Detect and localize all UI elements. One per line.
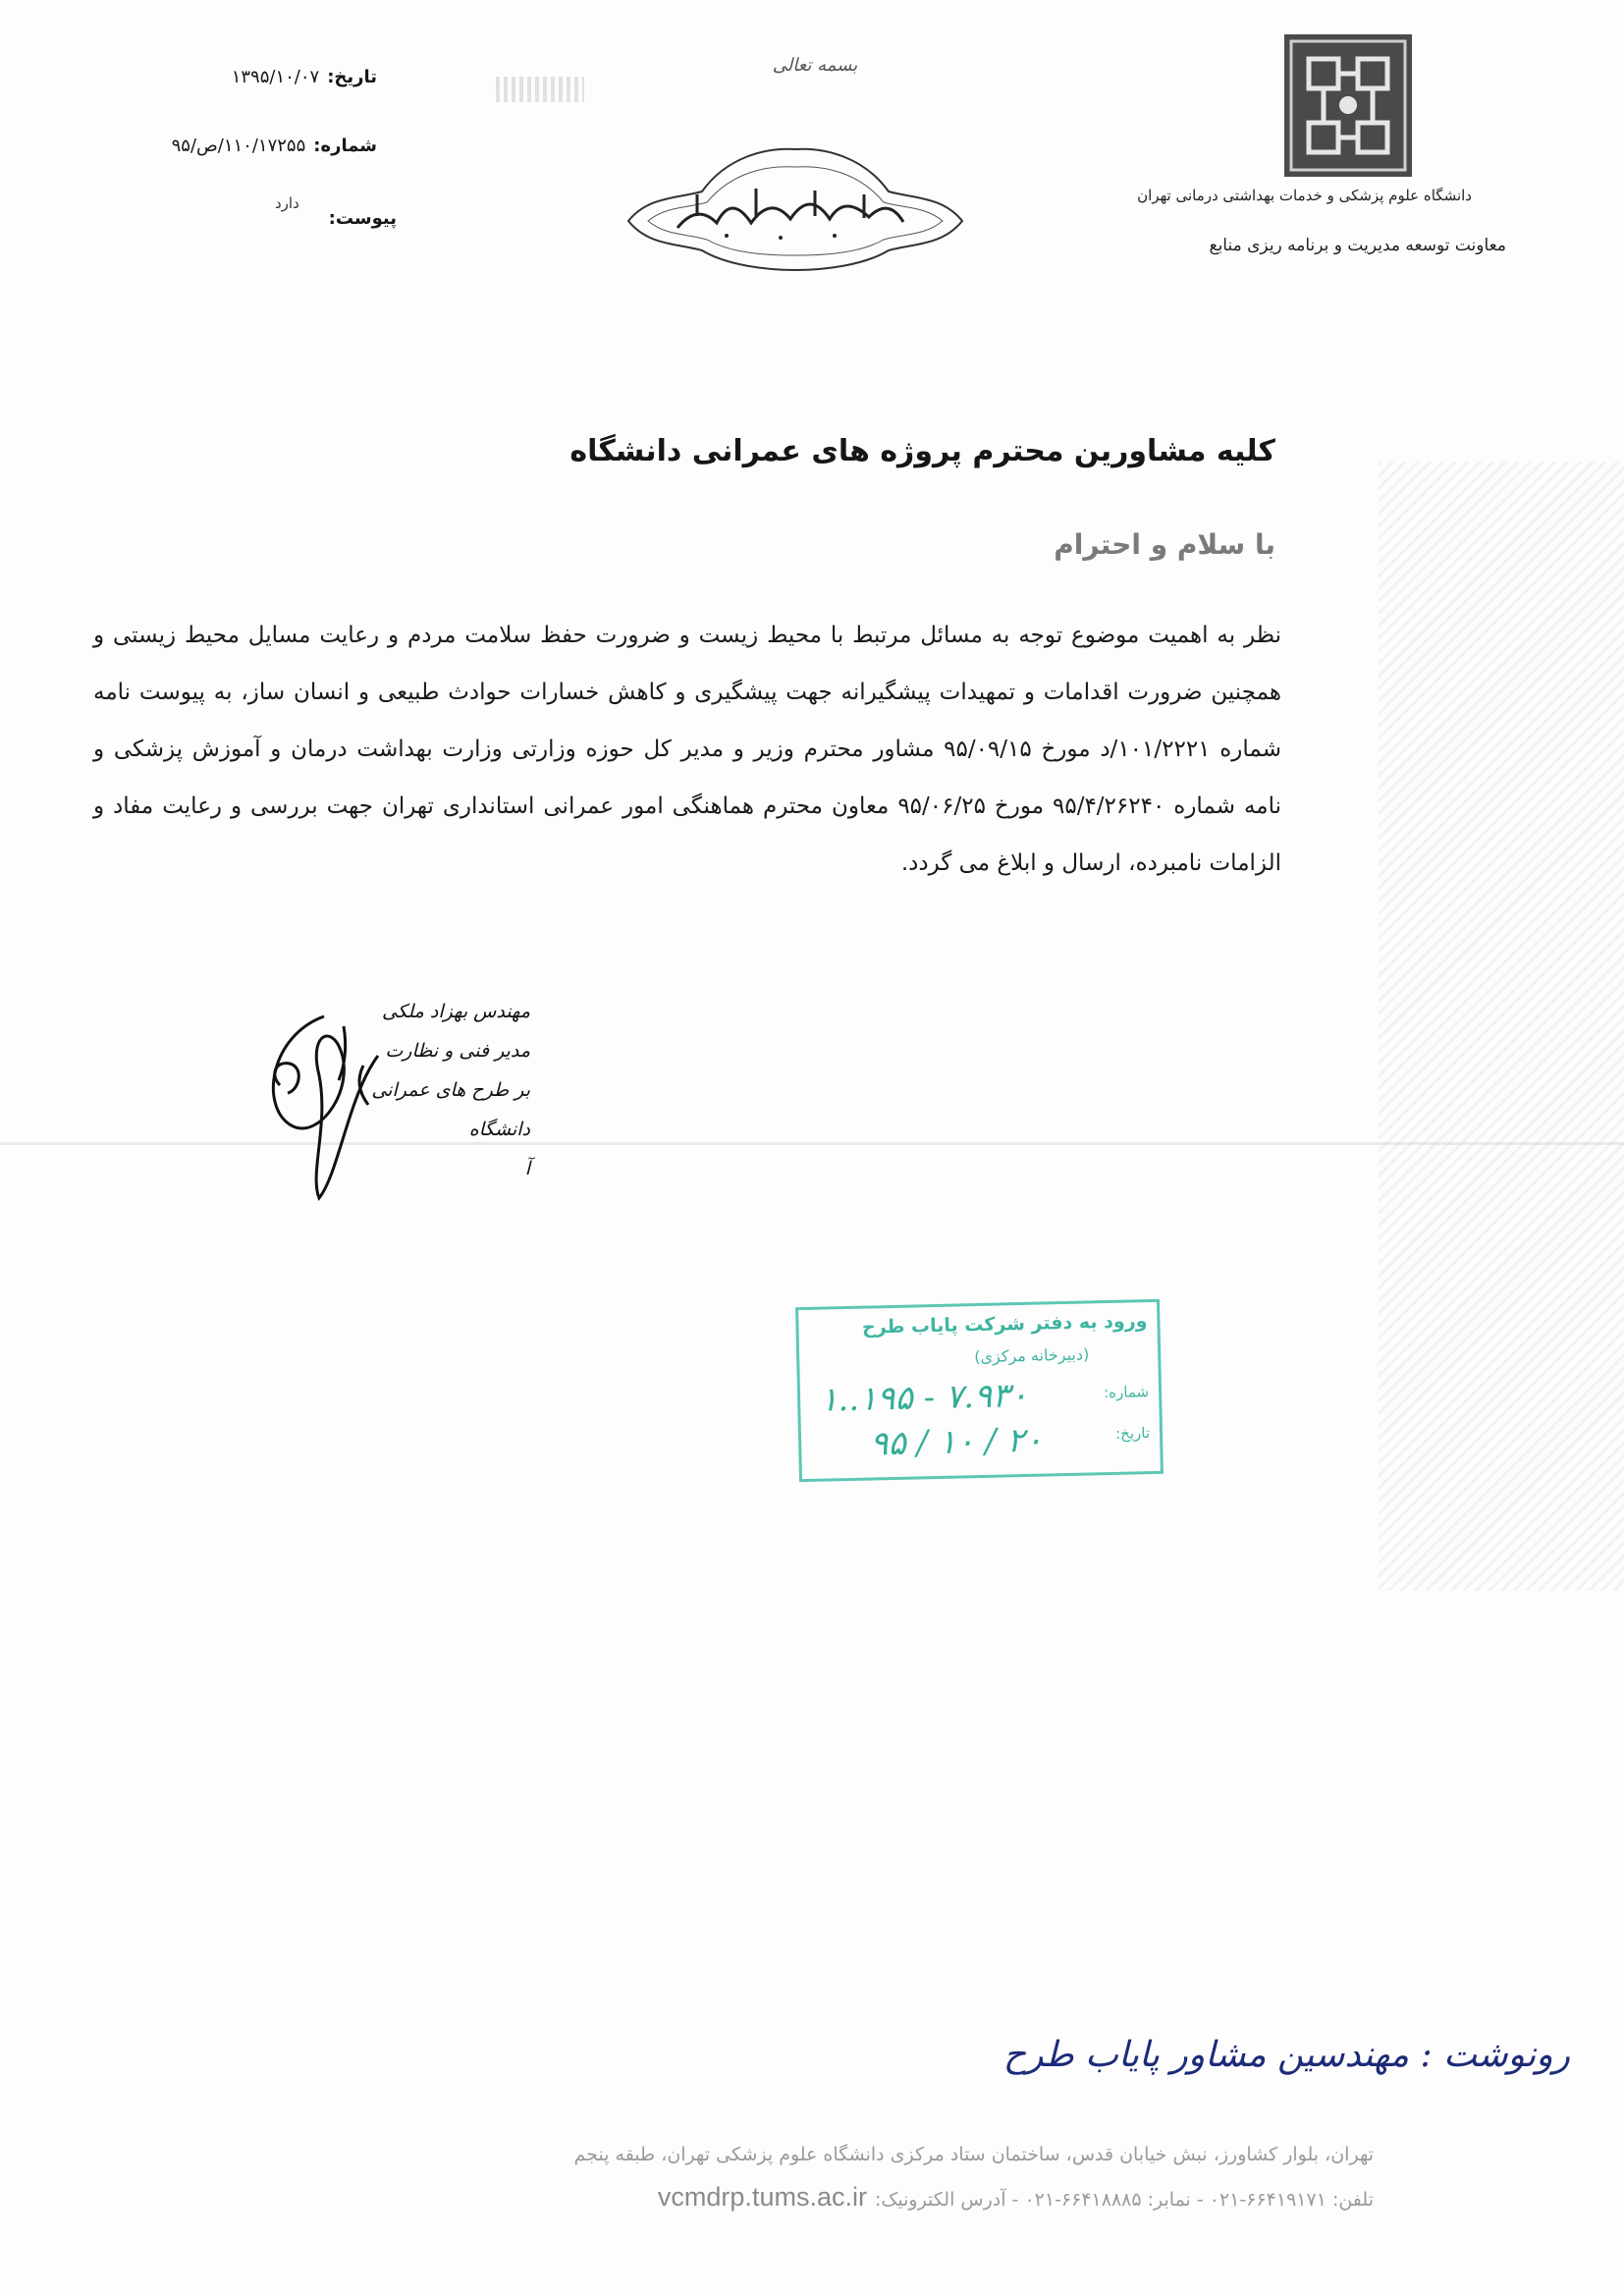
number-field (172, 136, 377, 156)
signature-line-mark: آ (524, 1158, 530, 1179)
attachment-field (329, 208, 397, 229)
letter-body: نظر به اهمیت موضوع توجه به مسائل مرتبط با محیط زیست و ضرورت حفظ سلامت مردم و رعایت مسایل محیط زیستی و همچنین ضرورت اقدامات و تمهیدات پیشگیرانه جهت پیشگیری و کاهش خسارات حوادث طبیعی و انسان ساز، به پیوست نامه شماره ۱۰۱/۲۲۲۱/د مورخ ۹۵/۰۹/۱۵ مشاور محترم وزیر و مدیر کل حوزه وزارتی وزارت بهداشت درمان و آموزش پزشکی و نامه شماره ۹۵/۴/۲۶۲۴۰ مورخ ۹۵/۰۶/۲۵ معاون محترم هماهنگی امور عمرانی استانداری تهران جهت بررسی و رعایت مفاد و الزامات نامبرده، ارسال و ابلاغ می گردد. (93, 623, 1282, 876)
footer-website: vcmdrp.tums.ac.ir (657, 2182, 867, 2212)
cc-note: رونوشت : مهندسین مشاور پایاب طرح (1002, 2035, 1570, 2075)
number-value: ۱۱۰/۱۷۲۵۵/ص/۹۵ (171, 136, 306, 156)
besmellah-heading: بسمه تعالی (772, 55, 858, 76)
date-field (232, 67, 377, 87)
scan-noise (1379, 462, 1624, 1591)
university-logo (1279, 29, 1417, 182)
recipient-line: کلیه مشاورین محترم پروژه های عمرانی دانشگاه (569, 434, 1275, 468)
university-name: دانشگاه علوم پزشکی و خدمات بهداشتی درمانی تهران (1137, 187, 1472, 204)
receipt-stamp (795, 1299, 1164, 1482)
footer-contact (658, 2182, 1374, 2213)
number-label: شماره: (313, 136, 377, 156)
attachment-value: دارد (275, 194, 299, 212)
attachment-label: پیوست: (328, 208, 397, 229)
stamp-handwritten-date: ۹۵ / ۱۰ / ۲۰ (869, 1420, 1044, 1464)
slogan-emblem (609, 137, 982, 275)
signature-lines (334, 992, 530, 1188)
signature-line-scope: بر طرح های عمرانی دانشگاه (371, 1079, 530, 1140)
scan-smudge (496, 77, 584, 102)
date-label: تاریخ: (327, 67, 377, 87)
footer-address: تهران، بلوار کشاورز، نبش خیابان قدس، ساختمان ستاد مرکزی دانشگاه علوم پزشکی تهران، طبقه پنجم (573, 2144, 1374, 2165)
stamp-title: ورود به دفتر شرکت پایاب طرح (861, 1310, 1148, 1339)
stamp-date-label: تاریخ: (1114, 1424, 1151, 1443)
stamp-number-label: شماره: (1103, 1383, 1150, 1402)
signature-line-title: مدیر فنی و نظارت (385, 1040, 530, 1062)
signature-line-name: مهندس بهزاد ملکی (382, 1001, 530, 1022)
date-value: ۱۳۹۵/۱۰/۰۷ (231, 67, 320, 87)
stamp-subtitle: (دبیرخانه مرکزی) (974, 1344, 1090, 1367)
footer-phone-fax: تلفن: ۶۶۴۱۹۱۷۱-۰۲۱ - نمابر: ۶۶۴۱۸۸۸۵-۰۲۱ - آدرس الکترونیک: (874, 2189, 1374, 2211)
greeting-line: با سلام و احترام (1054, 528, 1275, 561)
stamp-handwritten-number: ۱..۱۹۵ - ۷.۹۳۰ (819, 1375, 1029, 1420)
department-name: معاونت توسعه مدیریت و برنامه ریزی منابع (1209, 236, 1506, 255)
